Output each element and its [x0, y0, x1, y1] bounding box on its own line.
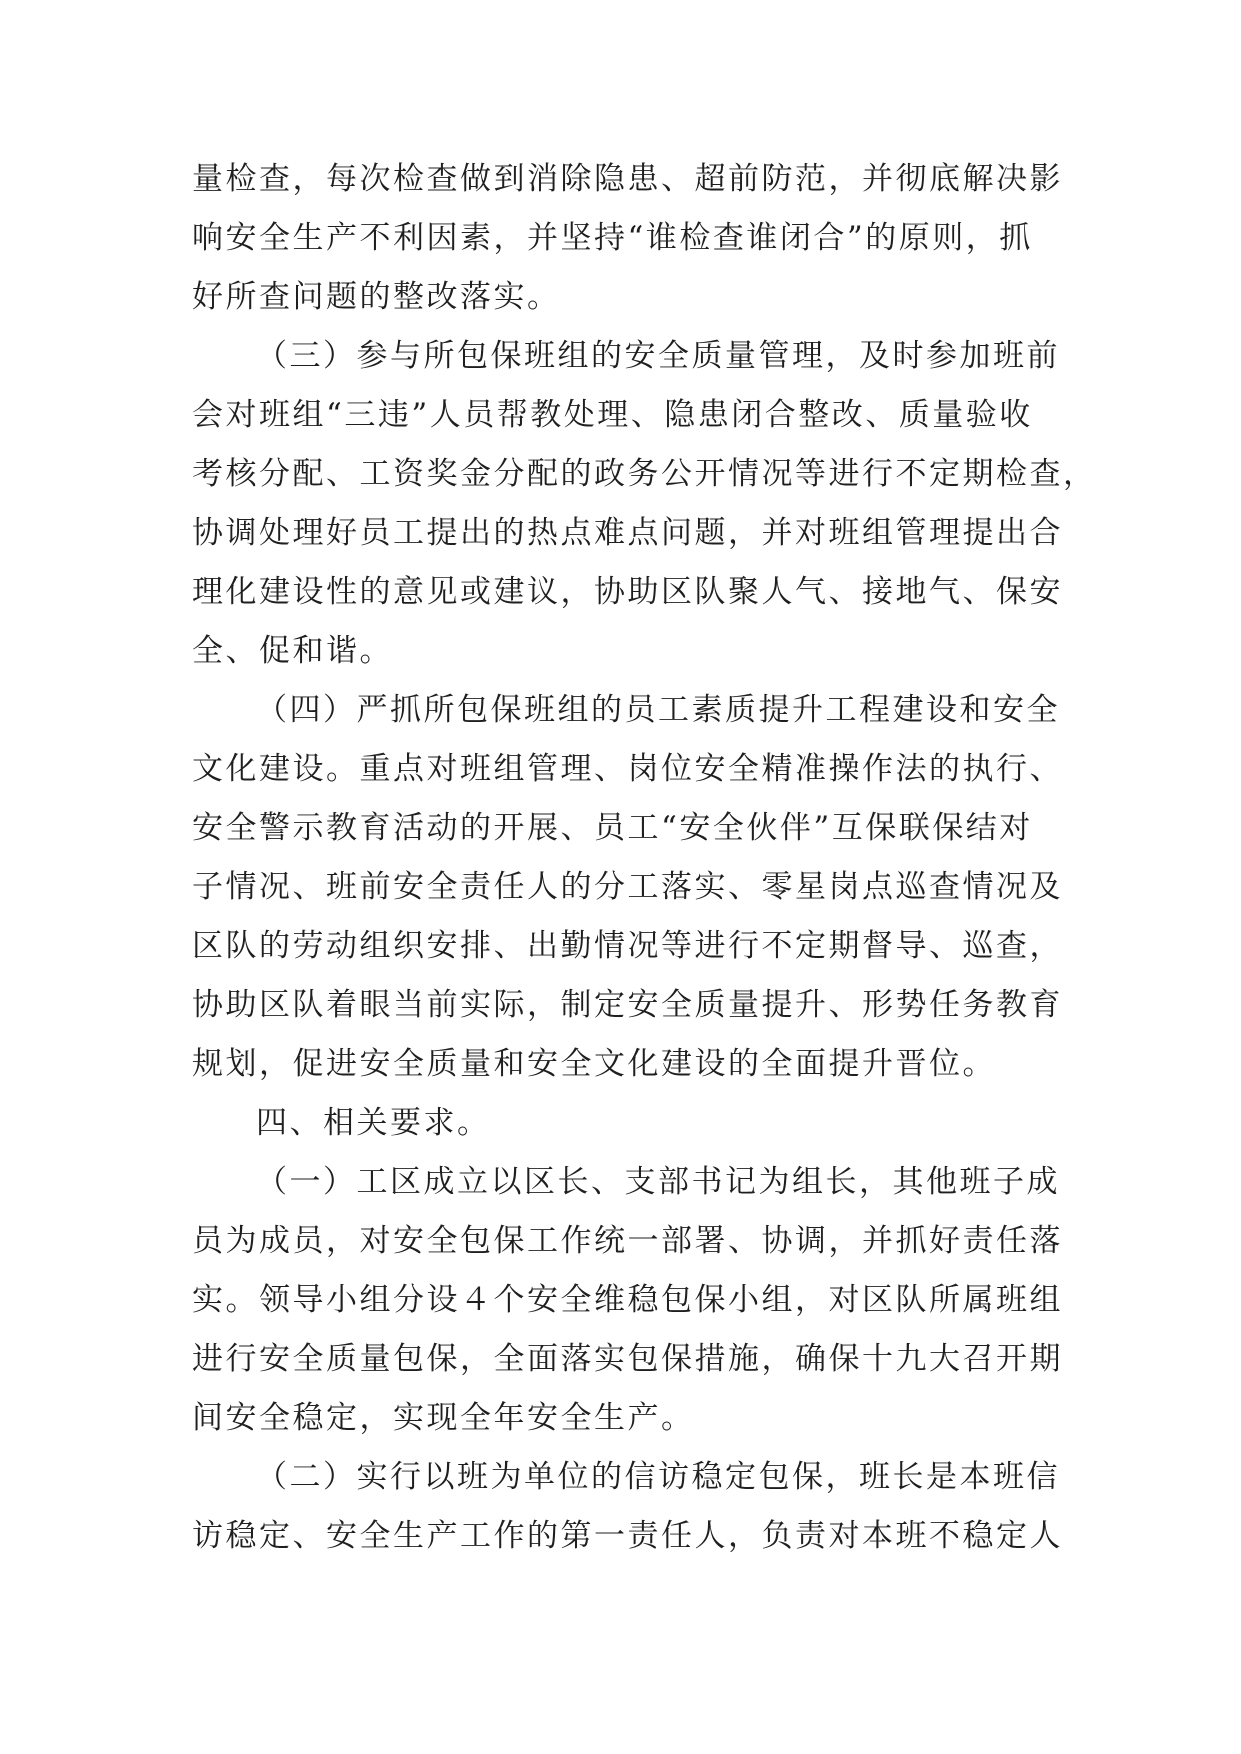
- paragraph-start-line: （一）工区成立以区长、支部书记为组长，其他班子成: [256, 1164, 1060, 1200]
- text-line: 安全警示教育活动的开展、员工“安全伙伴”互保联保结对: [192, 810, 1033, 846]
- paragraph-start-line: （三）参与所包保班组的安全质量管理，及时参加班前: [256, 338, 1060, 374]
- text-line: 实。领导小组分设４个安全维稳包保小组，对区队所属班组: [192, 1282, 1063, 1318]
- text-line: 考核分配、工资奖金分配的政务公开情况等进行不定期检查，: [192, 456, 1097, 492]
- paragraph-start-line: （四）严抓所包保班组的员工素质提升工程建设和安全: [256, 692, 1060, 728]
- text-line: 区队的劳动组织安排、出勤情况等进行不定期督导、巡查，: [192, 928, 1063, 964]
- text-line: 响安全生产不利因素，并坚持“谁检查谁闭合”的原则，抓: [192, 220, 1033, 256]
- text-line: 好所查问题的整改落实。: [192, 279, 561, 315]
- text-line: 访稳定、安全生产工作的第一责任人，负责对本班不稳定人: [192, 1518, 1063, 1554]
- body-text: [192, 150, 1097, 1566]
- text-line: 进行安全质量包保，全面落实包保措施，确保十九大召开期: [192, 1341, 1063, 1377]
- text-line: 间安全稳定，实现全年安全生产。: [192, 1400, 695, 1436]
- text-line: 规划，促进安全质量和安全文化建设的全面提升晋位。: [192, 1046, 996, 1082]
- paragraph-start-line: （二）实行以班为单位的信访稳定包保，班长是本班信: [256, 1459, 1060, 1495]
- text-line: 子情况、班前安全责任人的分工落实、零星岗点巡查情况及: [192, 869, 1063, 905]
- text-line: 理化建设性的意见或建议，协助区队聚人气、接地气、保安: [192, 574, 1063, 610]
- section-heading: 四、相关要求。: [256, 1105, 491, 1141]
- text-line: 量检查，每次检查做到消除隐患、超前防范，并彻底解决影: [192, 161, 1063, 197]
- text-line: 协助区队着眼当前实际，制定安全质量提升、形势任务教育: [192, 987, 1063, 1023]
- text-line: 协调处理好员工提出的热点难点问题，并对班组管理提出合: [192, 515, 1063, 551]
- text-line: 员为成员，对安全包保工作统一部署、协调，并抓好责任落: [192, 1223, 1063, 1259]
- text-line: 文化建设。重点对班组管理、岗位安全精准操作法的执行、: [192, 751, 1063, 787]
- text-line: 全、促和谐。: [192, 633, 393, 669]
- text-line: 会对班组“三违”人员帮教处理、隐患闭合整改、质量验收: [192, 397, 1033, 433]
